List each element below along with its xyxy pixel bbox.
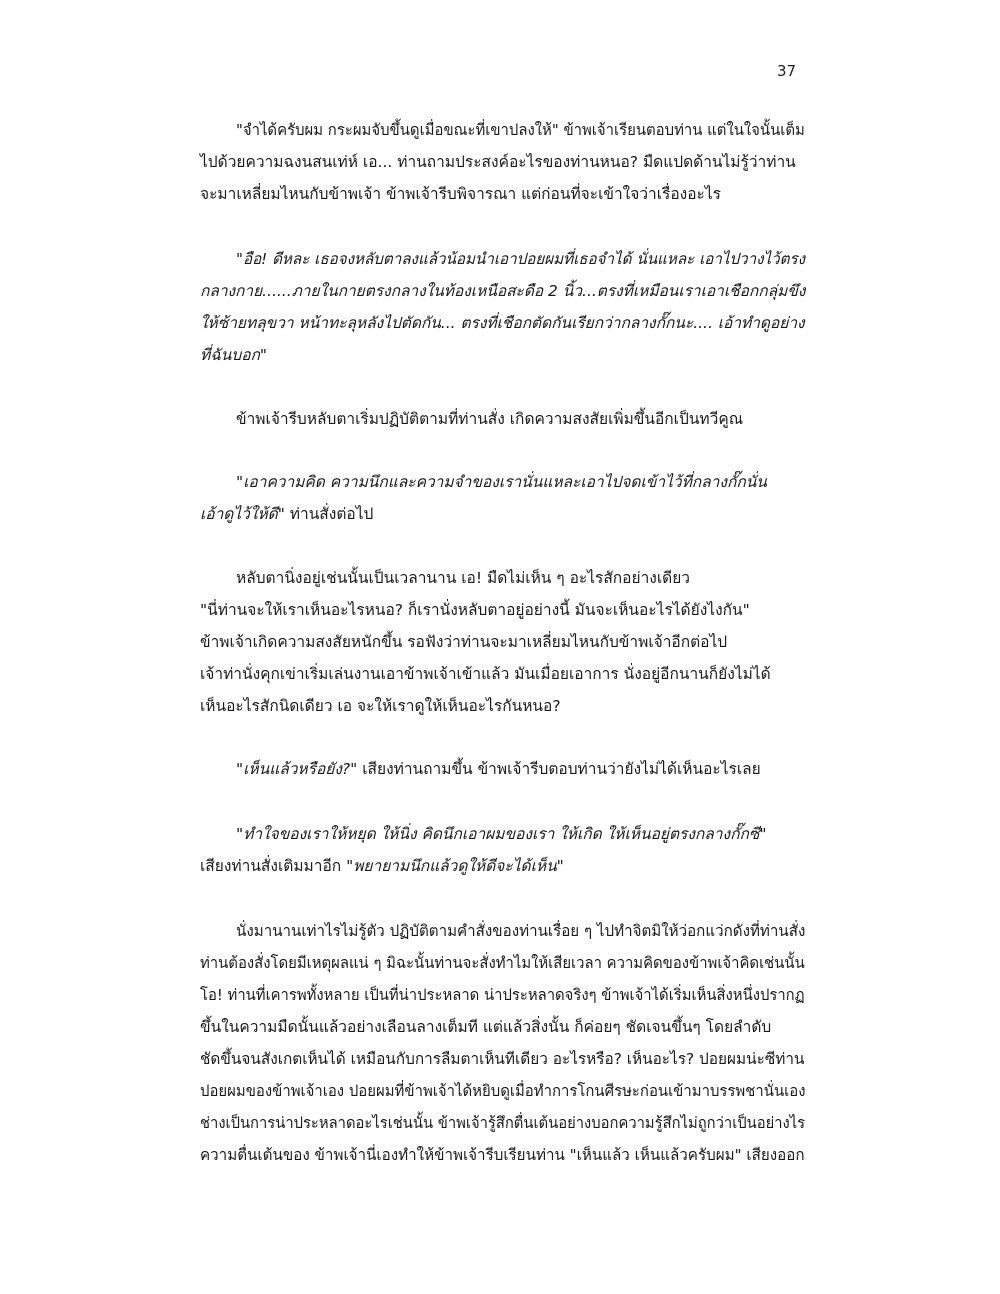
paragraph-6-narration: เสียงท่านถามขึ้น ข้าพเจ้ารีบตอบท่านว่ายังไม่ได้เห็นอะไรเลย xyxy=(357,760,761,778)
paragraph-7-line-2 xyxy=(200,855,564,877)
paragraph-8-line-4: ขึ้นในความมืดนั้นแล้วอย่างเลือนลางเต็มที แต่แล้วสิ่งนั้น ก็ค่อยๆ ชัดเจนขึ้นๆ โดยลำดับ xyxy=(200,1018,772,1036)
paragraph-7-narration: เสียงท่านสั่งเติมมาอีก xyxy=(200,857,347,875)
paragraph-8-line-7: ช่างเป็นการน่าประหลาดอะไรเช่นนั้น ข้าพเจ้ารู้สึกตื่นเต้นอย่างบอกความรู้สึกไม่ถูกว่าเป็นอย่างไร xyxy=(200,1114,806,1132)
paragraph-5-line-2: "นี่ท่านจะให้เราเห็นอะไรหนอ? ก็เรานั่งหลับตาอยู่อย่างนี้ มันจะเห็นอะไรได้ยังไงกัน" xyxy=(200,601,750,619)
paragraph-5-line-1: หลับตานิ่งอยู่เช่นนั้นเป็นเวลานาน เอ! มืดไม่เห็น ๆ อะไรสักอย่างเดียว xyxy=(236,569,690,587)
paragraph-4-line-2 xyxy=(200,503,373,525)
paragraph-6-line-1 xyxy=(236,758,761,780)
paragraph-8-line-1: นั่งมานานเท่าไรไม่รู้ตัว ปฏิบัติตามคำสั่งของท่านเรื่อย ๆ ไปทำจิตมิให้ว่อกแว่กดังที่ท่านสั่ง xyxy=(236,922,806,940)
paragraph-6-quote: "เห็นแล้วหรือยัง?" xyxy=(236,760,358,778)
paragraph-2-line-4: ที่ฉันบอก" xyxy=(200,346,268,364)
paragraph-4-line-1: "เอาความคิด ความนึกและความจำของเรานั่นแหละเอาไปจดเข้าไว้ที่กลางกั๊กนั่น xyxy=(236,473,767,491)
paragraph-1-line-2: ไปด้วยความฉงนสนเท่ห์ เอ... ท่านถามประสงค์อะไรของท่านหนอ? มืดแปดด้านไม่รู้ว่าท่าน xyxy=(200,153,796,171)
paragraph-8-line-3: โอ! ท่านที่เคารพทั้งหลาย เป็นที่น่าประหลาด น่าประหลาดจริงๆ ข้าพเจ้าได้เริ่มเห็นสิ่งหนึ่งปรากฏ xyxy=(200,986,805,1004)
paragraph-5-line-4: เจ้าท่านั่งคุกเข่าเริ่มเล่นงานเอาข้าพเจ้าเข้าแล้ว มันเมื่อยเอาการ นั่งอยู่อีกนานก็ยังไม่ได้ xyxy=(200,665,771,683)
paragraph-2-line-1: "อือ! ดีหละ เธอจงหลับตาลงแล้วน้อมนำเอาปอยผมที่เธอจำได้ นั่นแหละ เอาไปวางไว้ตรง xyxy=(236,250,806,268)
paragraph-1-line-3: จะมาเหลี่ยมไหนกับข้าพเจ้า ข้าพเจ้ารีบพิจารณา แต่ก่อนที่จะเข้าใจว่าเรื่องอะไร xyxy=(200,185,721,203)
page-number: 37 xyxy=(777,62,797,80)
paragraph-2-line-3: ให้ซ้ายทลุขวา หน้าทะลุหลังไปตัดกัน... ตรงที่เชือกตัดกันเรียกว่ากลางกั๊กนะ.... เอ้าทำดูอย่าง xyxy=(200,314,805,332)
paragraph-3-line-1: ข้าพเจ้ารีบหลับตาเริ่มปฏิบัติตามที่ท่านสั่ง เกิดความสงสัยเพิ่มขึ้นอีกเป็นทวีคูณ xyxy=(236,410,744,428)
paragraph-8-line-5: ชัดขึ้นจนสังเกตเห็นได้ เหมือนกับการลืมตาเห็นทีเดียว อะไรหรือ? เห็นอะไร? ปอยผมน่ะซีท่าน xyxy=(200,1050,805,1068)
paragraph-8-line-6: ปอยผมของข้าพเจ้าเอง ปอยผมที่ข้าพเจ้าได้หยิบดูเมื่อทำการโกนศีรษะก่อนเข้ามาบรรพชานั่นเอง xyxy=(200,1082,806,1100)
paragraph-5-line-3: ข้าพเจ้าเกิดความสงสัยหนักขึ้น รอฟังว่าท่านจะมาเหลี่ยมไหนกับข้าพเจ้าอีกต่อไป xyxy=(200,633,728,651)
paragraph-8-line-2: ท่านต้องสั่งโดยมีเหตุผลแน่ ๆ มิฉะนั้นท่านจะสั่งทำไมให้เสียเวลา ความคิดของข้าพเจ้าคิดเช่นนั้น xyxy=(200,954,805,972)
paragraph-7-quote: "พยายามนึกแล้วดูให้ดีจะได้เห็น" xyxy=(346,857,564,875)
paragraph-1-line-1: "จำได้ครับผม กระผมจับขึ้นดูเมื่อขณะที่เขาปลงให้" ข้าพเจ้าเรียนตอบท่าน แต่ในใจนั้นเต็ม xyxy=(236,121,805,139)
paragraph-8-line-8: ความตื่นเต้นของ ข้าพเจ้านี่เองทำให้ข้าพเจ้ารีบเรียนท่าน "เห็นแล้ว เห็นแล้วครับผม" เสียงออก xyxy=(200,1146,805,1164)
paragraph-7-line-1: "ทำใจของเราให้หยุด ให้นิ่ง คิดนึกเอาผมของเรา ให้เกิด ให้เห็นอยู่ตรงกลางกั๊กซี" xyxy=(236,825,767,843)
paragraph-4-quote-end: เอ้าดูไว้ให้ดี" xyxy=(200,505,285,523)
paragraph-4-narration: ท่านสั่งต่อไป xyxy=(284,505,374,523)
paragraph-2-line-2: กลางกาย......ภายในกายตรงกลางในท้องเหนือสะดือ 2 นิ้ว...ตรงที่เหมือนเราเอาเชือกกลุ่มขึง xyxy=(200,282,806,300)
paragraph-5-line-5: เห็นอะไรสักนิดเดียว เอ จะให้เราดูให้เห็นอะไรกันหนอ? xyxy=(200,697,561,715)
